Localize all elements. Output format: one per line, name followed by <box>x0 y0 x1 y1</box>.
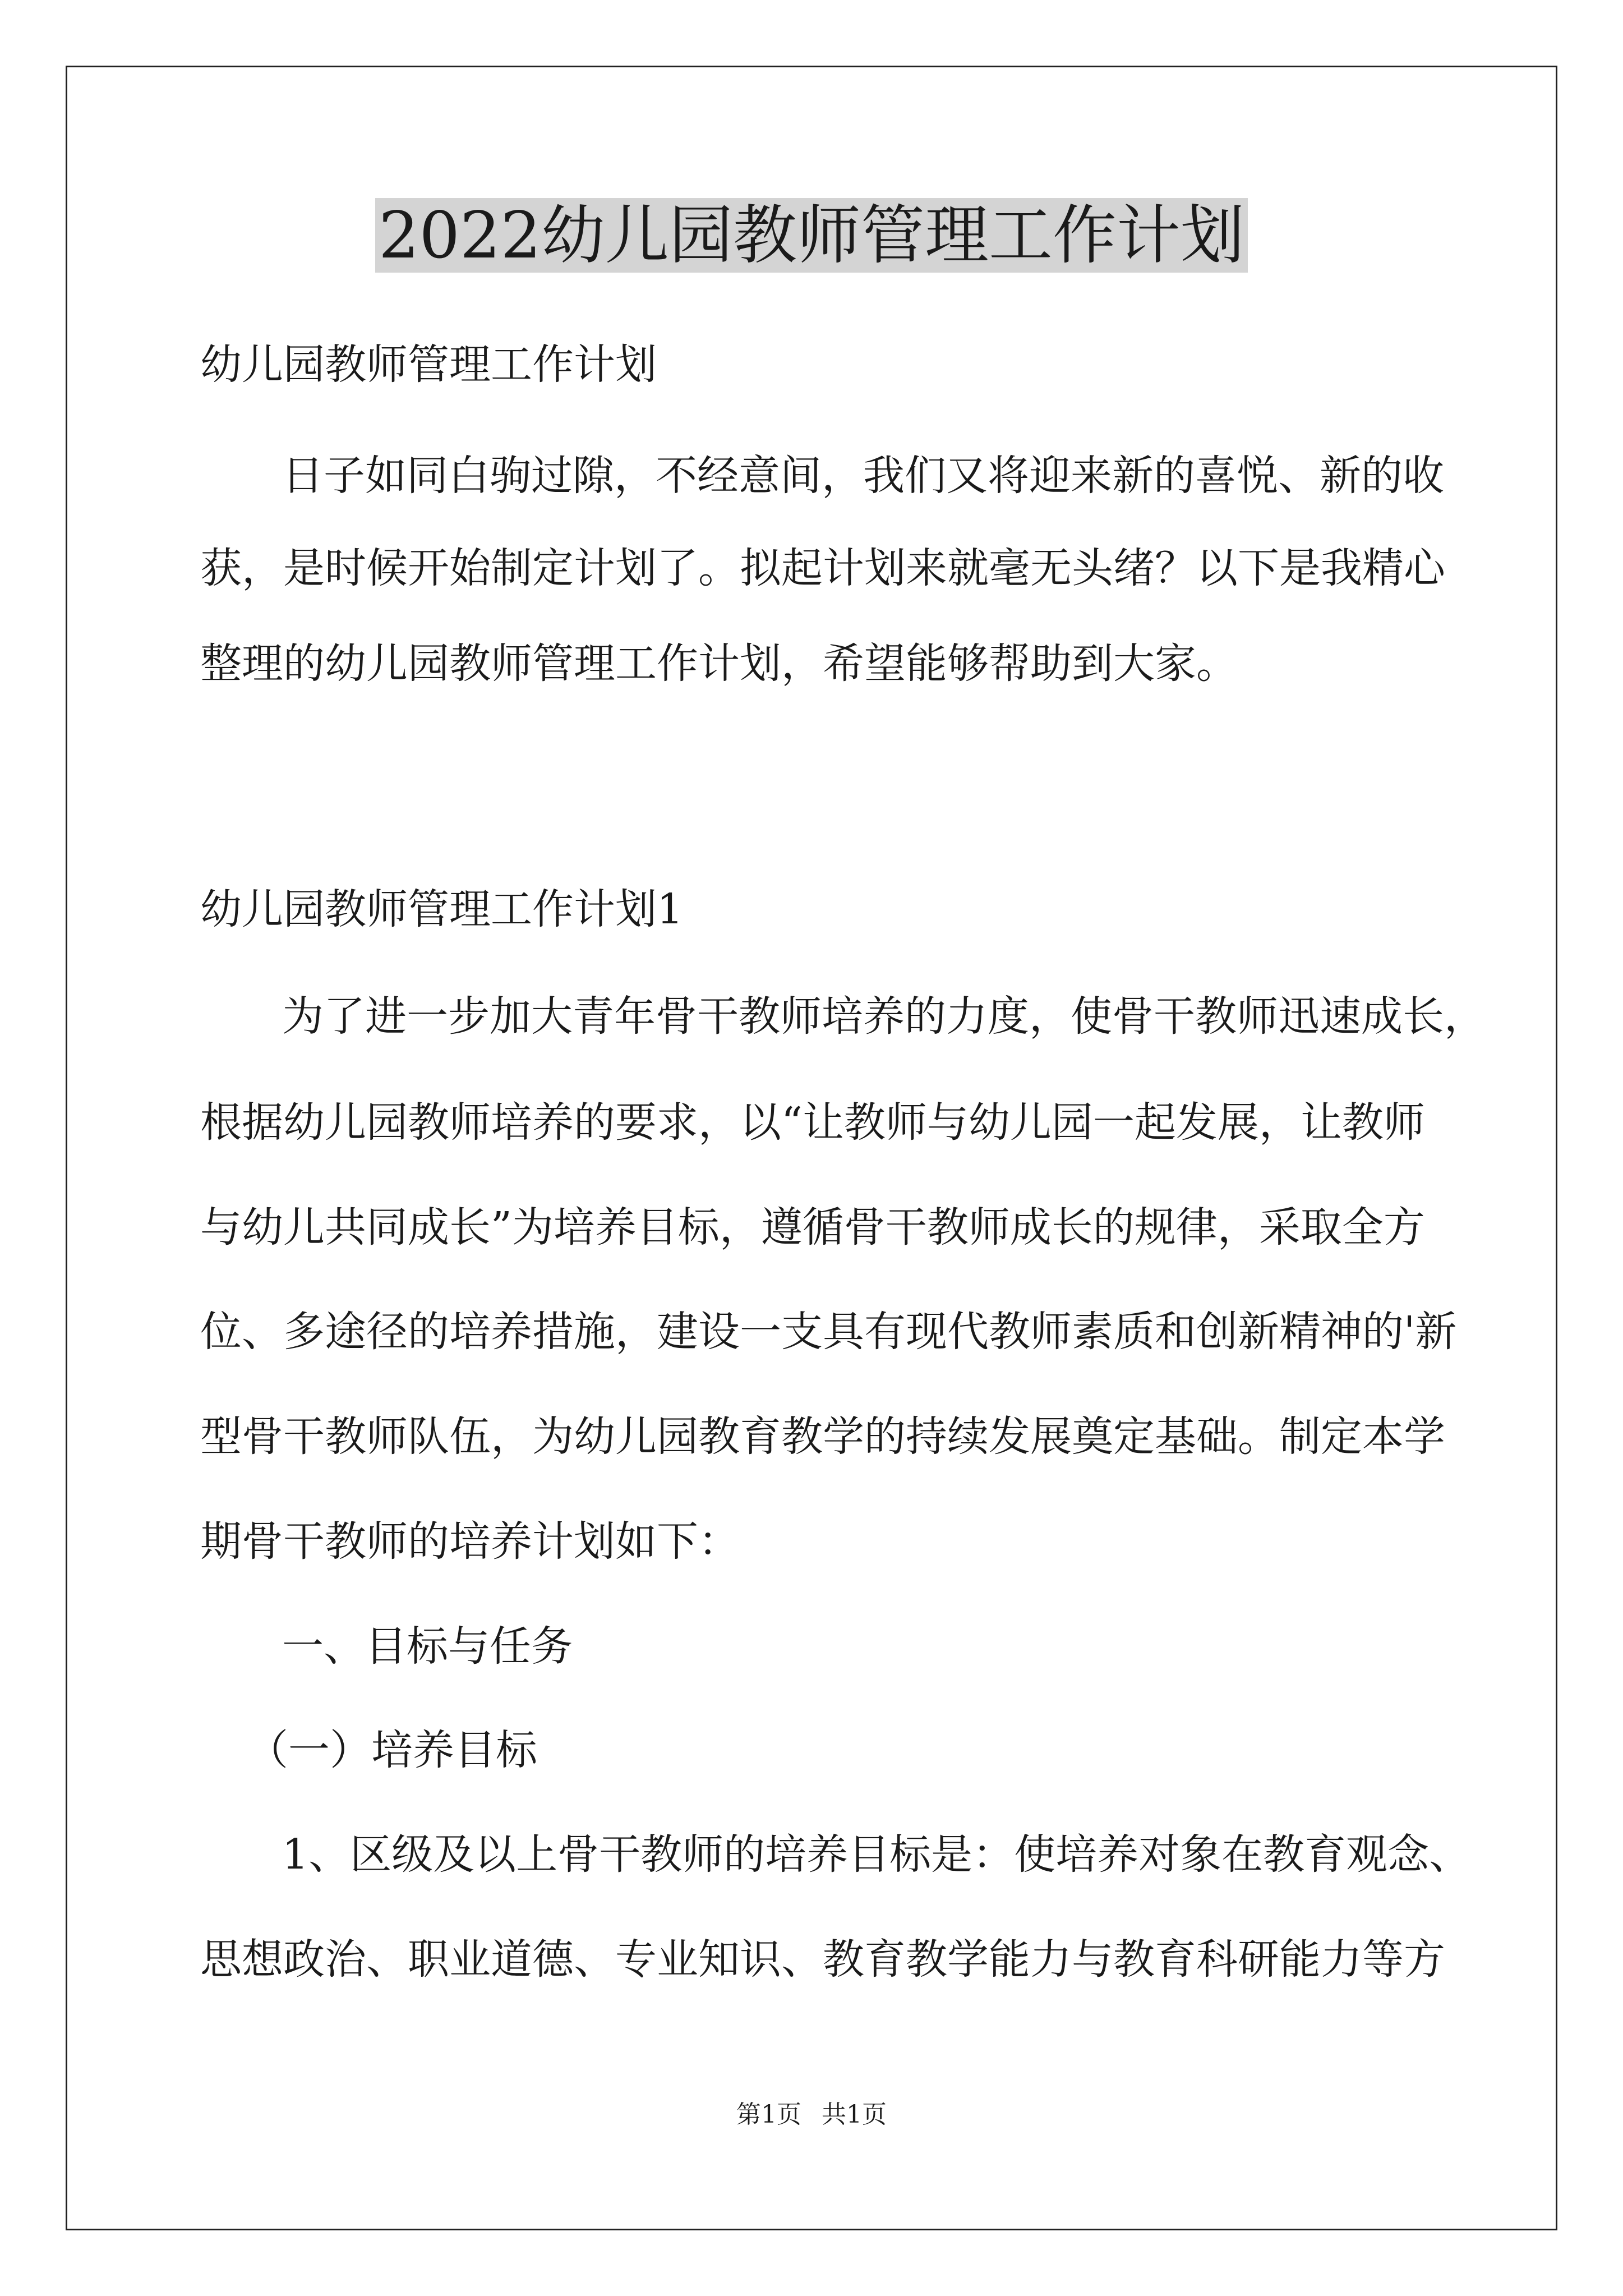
paragraph-line: 为了进一步加大青年骨干教师培养的力度，使骨干教师迅速成长， <box>282 992 1486 1041</box>
section-heading: 幼儿园教师管理工作计划1 <box>200 885 684 933</box>
paragraph-line: 日子如同白驹过隙，不经意间，我们又将迎来新的喜悦、新的收 <box>282 452 1444 500</box>
document-title: 2022幼儿园教师管理工作计划 <box>0 194 1623 278</box>
page-total: 共1页 <box>822 2100 887 2129</box>
paragraph-line: 获，是时候开始制定计划了。拟起计划来就毫无头绪？以下是我精心 <box>200 544 1445 592</box>
paragraph-line: 与幼儿共同成长”为培养目标，遵循骨干教师成长的规律，采取全方 <box>200 1203 1425 1251</box>
paragraph-line: 根据幼儿园教师培养的要求，以“让教师与幼儿园一起发展，让教师 <box>200 1098 1425 1147</box>
paragraph-line: 型骨干教师队伍，为幼儿园教育教学的持续发展奠定基础。制定本学 <box>200 1412 1445 1461</box>
paragraph-line: 思想政治、职业道德、专业知识、教育教学能力与教育科研能力等方 <box>200 1935 1445 1984</box>
page-number: 第1页 <box>736 2100 801 2129</box>
page-footer <box>0 2098 1623 2132</box>
paragraph-line: 期骨干教师的培养计划如下： <box>200 1517 740 1566</box>
paragraph-line: 1、区级及以上骨干教师的培养目标是：使培养对象在教育观念、 <box>282 1830 1471 1879</box>
outline-subheading: （一）培养目标 <box>247 1726 537 1774</box>
outline-heading: 一、目标与任务 <box>282 1622 573 1671</box>
paragraph-line: 位、多途径的培养措施，建设一支具有现代教师素质和创新精神的'新 <box>200 1308 1457 1356</box>
subtitle-line: 幼儿园教师管理工作计划 <box>200 341 657 389</box>
paragraph-line: 整理的幼儿园教师管理工作计划，希望能够帮助到大家。 <box>200 639 1238 688</box>
